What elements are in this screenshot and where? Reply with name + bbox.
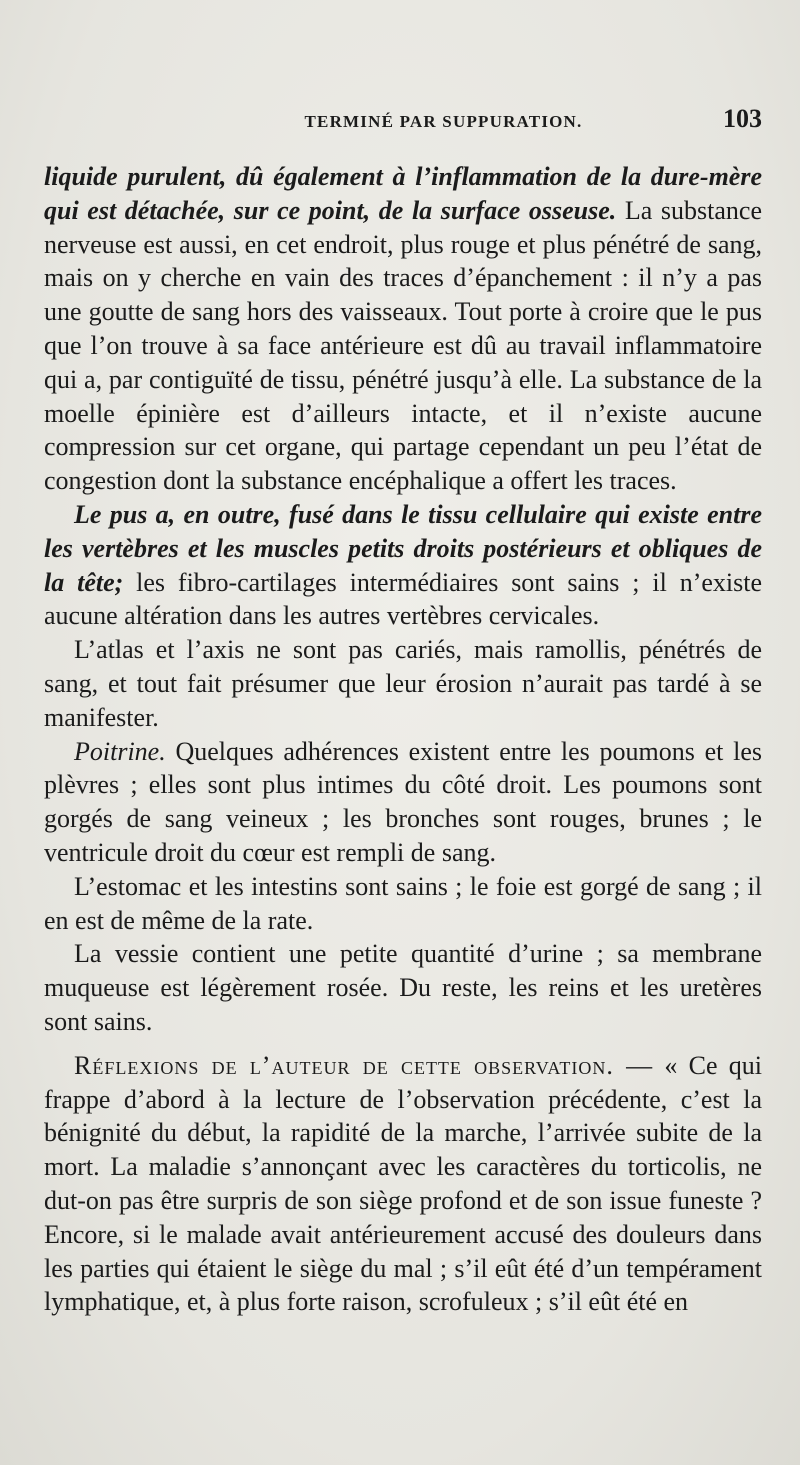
paragraph-6: La vessie contient une petite quantité d’urine ; sa membrane muqueuse est légèrement rosée. Du reste, les reins et les uretères sont sains. — [44, 939, 762, 1036]
paragraph-2 — [44, 498, 762, 633]
paragraph-1-italic: liquide purulent, dû également à l’inflammation de la dure-mère qui est détachée, sur ce point, de la surface osseuse. — [44, 162, 762, 225]
paragraph-7-text: « Ce qui frappe d’abord à la lecture de l’observation précédente, c’est la bénignité du début, la rapidité de la marche, l’arrivée subite de la mort. La maladie s’annonçant avec les caractères du torticolis, ne dut-on pas être surpris de son siège profond et de son issue funeste ? Encore, si le malade avait antérieurement accusé des douleurs dans les parties qui étaient le siège du mal ; s’il eût été d’un tempérament lymphatique, et, à plus forte raison, scrofuleux ; s’il eût été en — [44, 1050, 762, 1317]
paragraph-2-italic: Le pus a, en outre, fusé dans le tissu cellulaire qui existe entre les vertèbres et les muscles petits droits postérieurs et obliques de la tête; — [44, 499, 762, 597]
paragraph-2-text: les fibro-cartilages intermédiaires sont sains ; il n’existe aucune altération dans les autres vertèbres cervicales. — [44, 567, 762, 631]
paragraph-3: L’atlas et l’axis ne sont pas cariés, mais ramollis, pénétrés de sang, et tout fait présumer que leur érosion n’aurait pas tardé à se manifester. — [44, 635, 762, 732]
paragraph-1-text: La substance nerveuse est aussi, en cet endroit, plus rouge et plus pénétré de sang, mais on y cherche en vain des traces d’épanchement : il n’y a pas une goutte de sang hors des vaisseaux. Tout porte à croire que le pus que l’on trouve à sa face antérieure est dû au travail inflammatoire qui a, par contiguïté de tissu, pénétré jusqu’à elle. La substance de la moelle épinière est d’ailleurs intacte, et il n’existe aucune compression sur cet organe, qui partage cependant un peu l’état de congestion dont la substance encéphalique a offert les traces. — [44, 195, 762, 496]
page-header — [44, 104, 762, 152]
page-body — [44, 160, 762, 1319]
paragraph-4-text: Quelques adhérences existent entre les poumons et les plèvres ; elles sont plus intimes du côté droit. Les poumons sont gorgés de sang veineux ; les bronches sont rouges, brunes ; le ventricule droit du cœur est rempli de sang. — [44, 736, 762, 867]
page-number: 103 — [723, 104, 762, 133]
paragraph-7-heading: Réflexions de l’auteur de cette observation. — — [74, 1050, 654, 1080]
paragraph-5: L’estomac et les intestins sont sains ; le foie est gorgé de sang ; il en est de même de la rate. — [44, 871, 762, 935]
running-head: TERMINÉ PAR SUPPURATION. — [304, 112, 583, 131]
paragraph-7 — [44, 1049, 762, 1319]
paragraph-4-italic: Poitrine. — [74, 736, 166, 766]
paragraph-1 — [44, 160, 762, 498]
paragraph-4 — [44, 735, 762, 870]
